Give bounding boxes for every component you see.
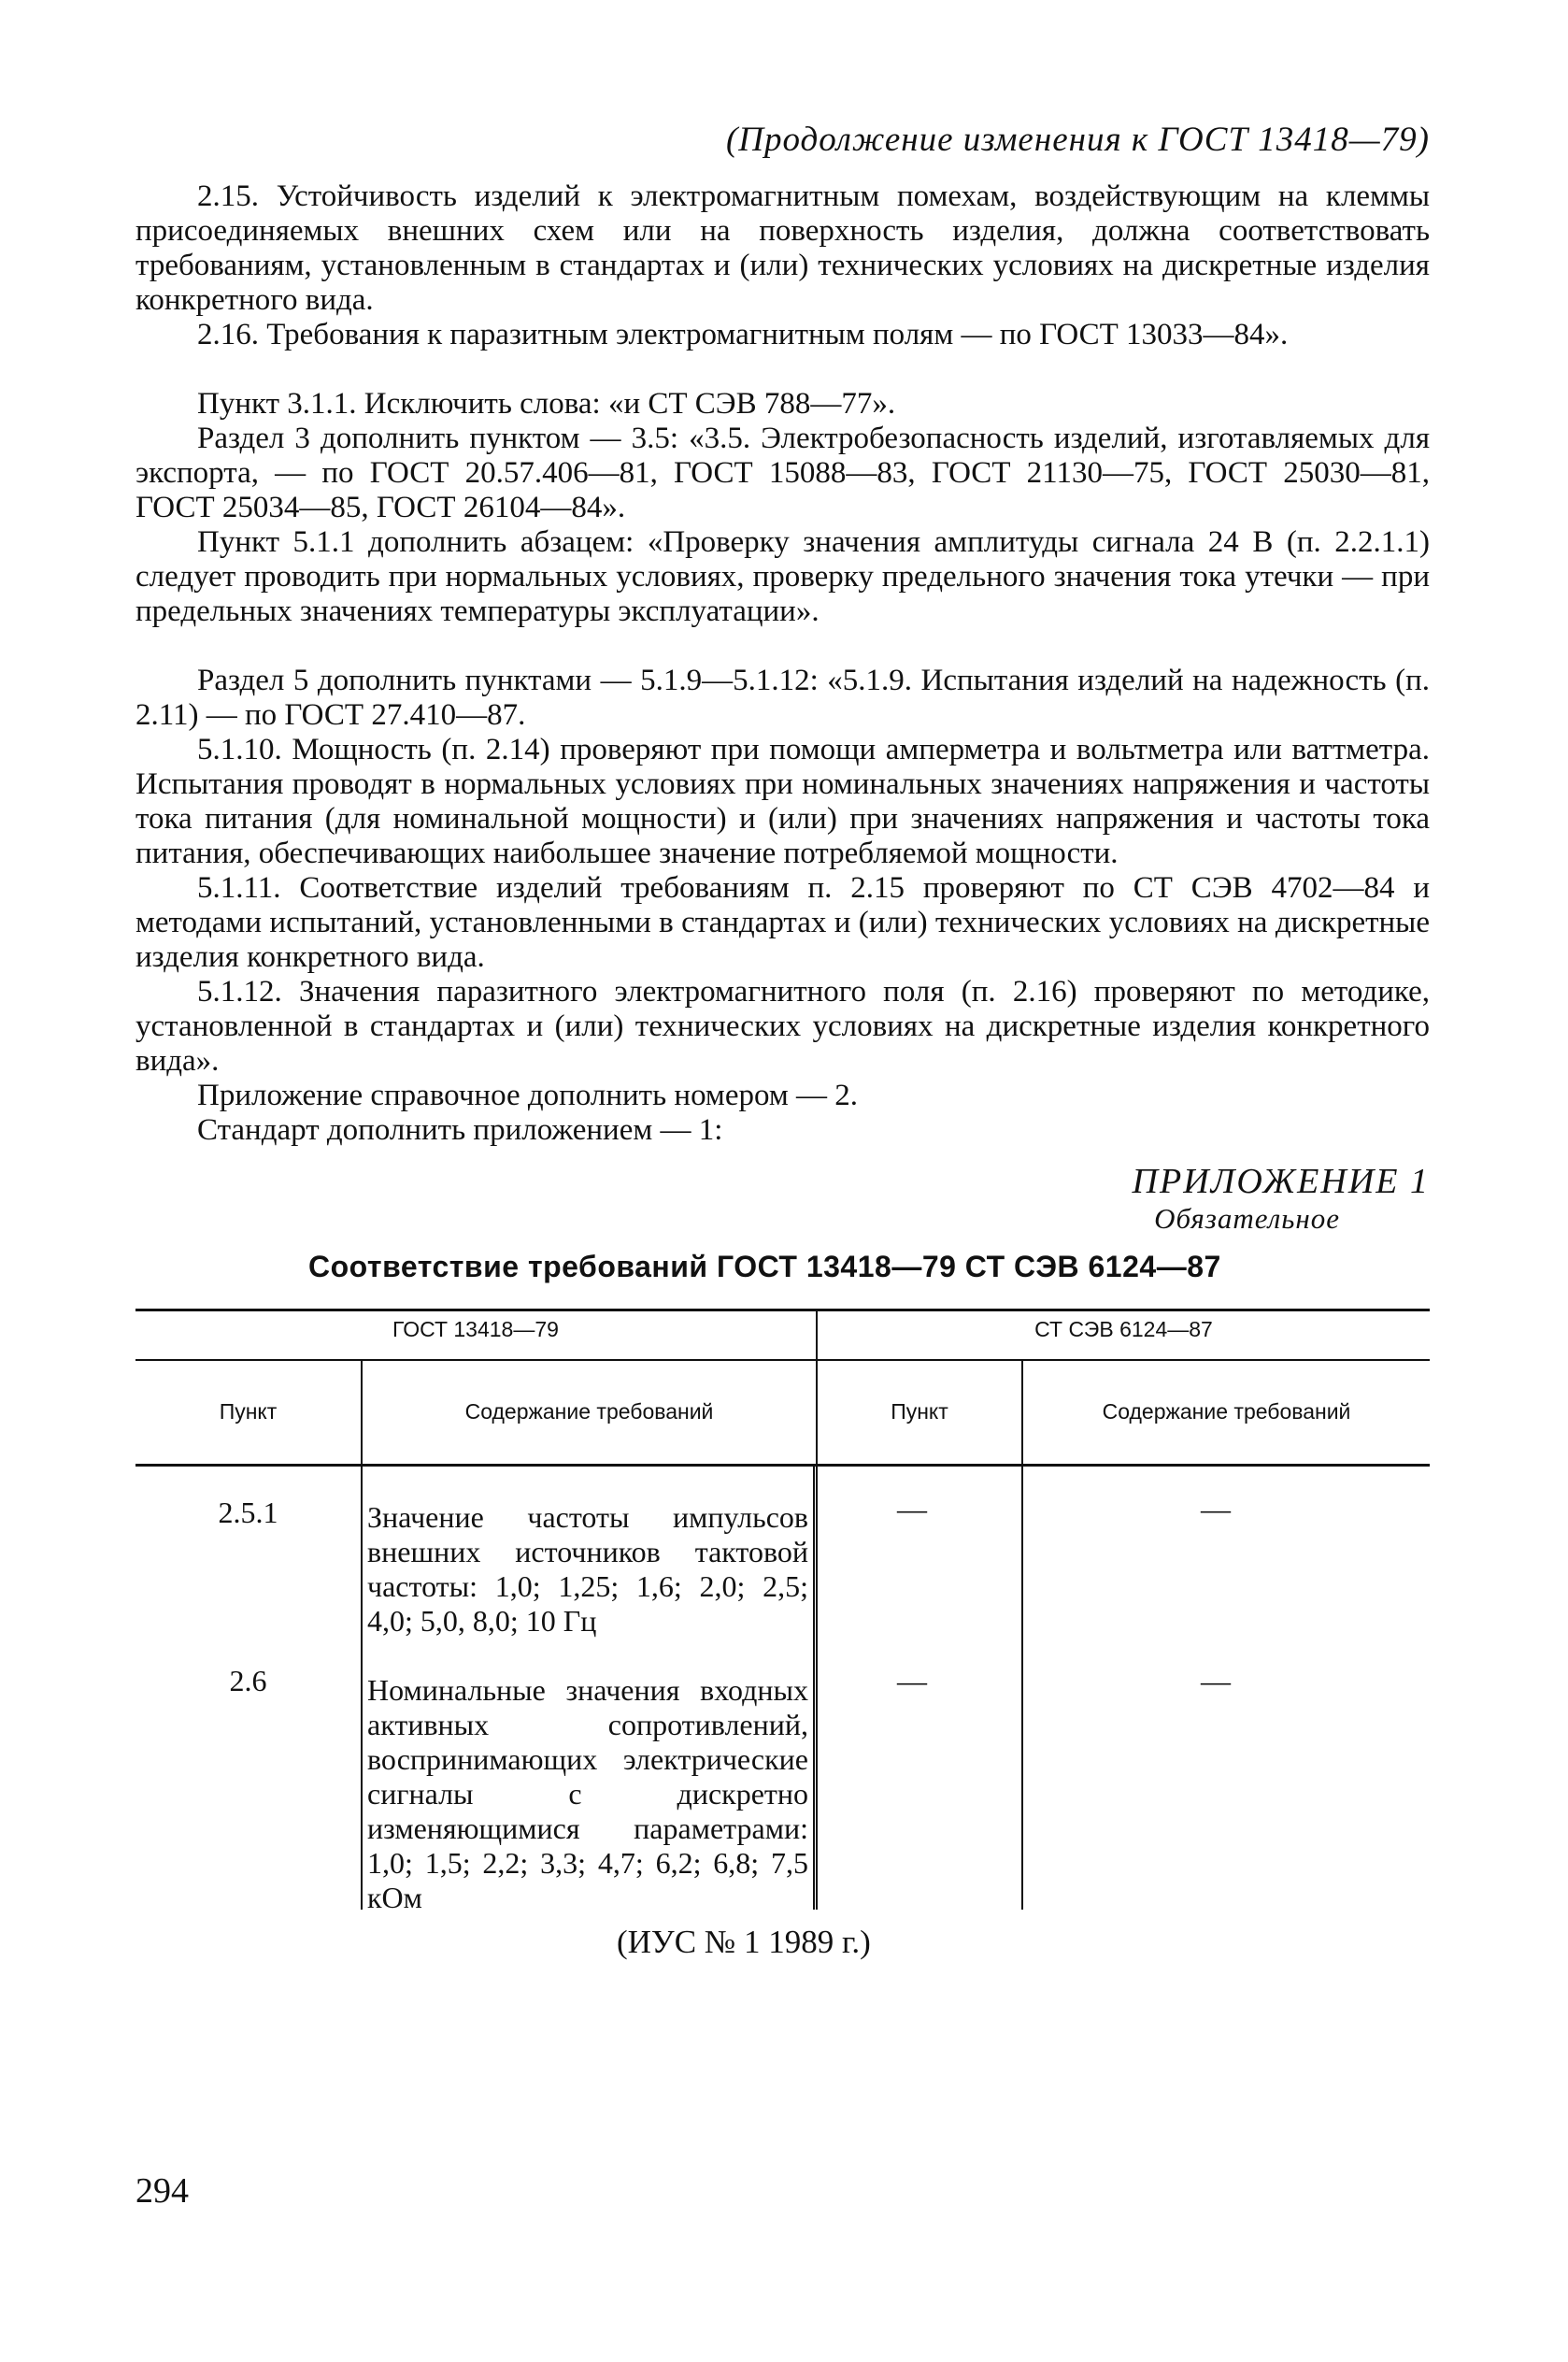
- paragraph-5-1-12: 5.1.12. Значения паразитного электромагнитного поля (п. 2.16) проверяют по методике, установленной в стандартах и (или) технических условиях на дискретные изделия конкретного вида».: [135, 975, 1430, 1078]
- table-header-rule: [135, 1464, 1430, 1467]
- table-top-rule: [135, 1309, 1430, 1311]
- table-row-2-punkt: 2.6: [229, 1664, 267, 1697]
- table-row-1-sev-content: —: [1201, 1492, 1231, 1525]
- appendix-sublabel: Обязательное: [1154, 1202, 1340, 1235]
- paragraph-5-1-1: Пункт 5.1.1 дополнить абзацем: «Проверку значения амплитуды сигнала 24 В (п. 2.2.1.1) следует проводить при нормальных условиях, проверку предельного значения тока утечки — при предельных значениях температуры эксплуатации».: [135, 525, 1430, 628]
- table-body-divider-content-right: [813, 1467, 815, 1910]
- table-col-punkt-sev: Пункт: [891, 1399, 948, 1424]
- table-col-content-sev: Содержание требований: [1102, 1399, 1351, 1424]
- table-row-2-sev-content: —: [1201, 1664, 1231, 1697]
- table-group-rule: [135, 1359, 1430, 1361]
- paragraph-2-15: 2.15. Устойчивость изделий к электромагнитным помехам, воздействующим на клеммы присоединяемых внешних схем или на поверхность изделия, должна соответствовать требованиям, установленным в стандартах и (или) технических условиях на дискретные изделия конкретного вида.: [135, 179, 1430, 317]
- page-number: 294: [135, 2171, 189, 2211]
- table-col-punkt-gost: Пункт: [219, 1399, 278, 1424]
- running-header: (Продолжение изменения к ГОСТ 13418—79): [725, 121, 1430, 159]
- paragraph-5-1-11: 5.1.11. Соответствие изделий требованиям п. 2.15 проверяют по СТ СЭВ 4702—84 и методами испытаний, установленными в стандартах и (или) технических условиях на дискретные изделия конкретного вида.: [135, 871, 1430, 974]
- paragraph-standard-add: Стандарт дополнить приложением — 1:: [197, 1113, 723, 1147]
- table-row-1-punkt: 2.5.1: [218, 1496, 278, 1529]
- table-row-1-content: Значение частоты импульсов внешних источников тактовой частоты: 1,0; 1,25; 1,6; 2,0; 2,5; 4,0; 5,0, 8,0; 10 Гц: [367, 1500, 808, 1638]
- table-group-gost: ГОСТ 13418—79: [392, 1317, 559, 1341]
- paragraph-2-16: 2.16. Требования к паразитным электромагнитным полям — по ГОСТ 13033—84».: [197, 318, 1289, 351]
- table-title: Соответствие требований ГОСТ 13418—79 СТ СЭВ 6124—87: [308, 1250, 1221, 1283]
- appendix-label: ПРИЛОЖЕНИЕ 1: [1132, 1162, 1430, 1201]
- paragraph-section-5: Раздел 5 дополнить пунктами — 5.1.9—5.1.12: «5.1.9. Испытания изделий на надежность (п. 2.11) — по ГОСТ 27.410—87.: [135, 664, 1430, 732]
- paragraph-section-3: Раздел 3 дополнить пунктом — 3.5: «3.5. Электробезопасность изделий, изготавляемых для экспорта, — по ГОСТ 20.57.406—81, ГОСТ 15088—83, ГОСТ 21130—75, ГОСТ 25030—81, ГОСТ 25034—85, ГОСТ 26104—84».: [135, 422, 1430, 524]
- table-body-divider-right: [1021, 1467, 1023, 1910]
- paragraph-3-1-1: Пункт 3.1.1. Исключить слова: «и СТ СЭВ 788—77».: [197, 387, 896, 421]
- table-row-2-sev-punkt: —: [897, 1664, 927, 1697]
- paragraph-5-1-10: 5.1.10. Мощность (п. 2.14) проверяют при помощи амперметра и вольтметра или ваттметра. Испытания проводят в нормальных условиях при номинальных значениях напряжения и частоты тока питания (для номинальной мощности) и (или) при значениях напряжения и частоты тока питания, обеспечивающих наибольшее значение потребляемой мощности.: [135, 733, 1430, 870]
- table-body-divider-left: [361, 1467, 363, 1910]
- ius-note: (ИУС № 1 1989 г.): [617, 1924, 871, 1960]
- table-row-2-content: Номинальные значения входных активных сопротивлений, воспринимающих электрические сигналы с дискретно изменяющимися параметрами: 1,0; 1,5; 2,2; 3,3; 4,7; 6,2; 6,8; 7,5 кОм: [367, 1673, 808, 1914]
- paragraph-appendix-ref: Приложение справочное дополнить номером — 2.: [197, 1079, 858, 1112]
- table-group-sev: СТ СЭВ 6124—87: [1034, 1317, 1213, 1341]
- table-col-content-gost: Содержание требований: [464, 1399, 714, 1424]
- table-row-1-sev-punkt: —: [897, 1492, 927, 1525]
